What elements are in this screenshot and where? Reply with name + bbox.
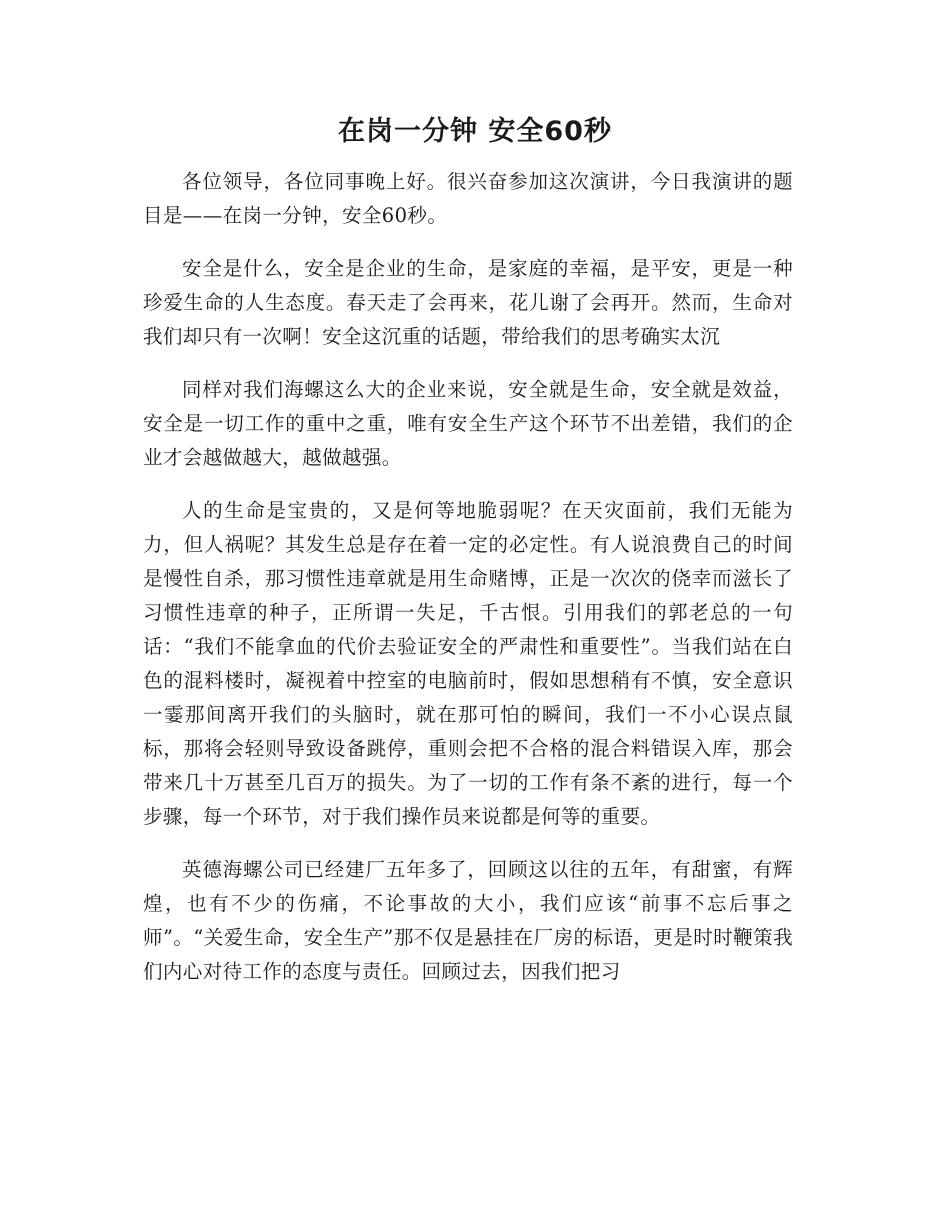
- paragraph-what-is-safety: 安全是什么，安全是企业的生命，是家庭的幸福，是平安，更是一种珍爱生命的人生态度。春天走了会再来，花儿谢了会再开。然而，生命对我们却只有一次啊！安全这沉重的话题，带给我们的思考确实太沉: [143, 257, 793, 348]
- document-body: [143, 165, 793, 1008]
- paragraph-company-history: 英德海螺公司已经建厂五年多了，回顾这以往的五年，有甜蜜，有辉煌，也有不少的伤痛，不论事故的大小，我们应该“前事不忘后事之师”。“关爱生命，安全生产”那不仅是悬挂在厂房的标语，更是时时鞭策我们内心对待工作的态度与责任。回顾过去，因我们把习: [143, 858, 793, 983]
- paragraph-life-precious: 人的生命是宝贵的，又是何等地脆弱呢？在天灾面前，我们无能为力，但人祸呢？其发生总是存在着一定的必定性。有人说浪费自己的时间是慢性自杀，那习惯性违章就是用生命赌博，正是一次次的侥幸而滋长了习惯性违章的种子，正所谓一失足，千古恨。引用我们的郭老总的一句话：“我们不能拿血的代价去验证安全的严肃性和重要性”。当我们站在白色的混料楼时，凝视着中控室的电脑前时，假如思想稍有不慎，安全意识一霎那间离开我们的头脑时，就在那可怕的瞬间，我们一不小心误点鼠标，那将会轻则导致设备跳停，重则会把不合格的混合料错误入库，那会带来几十万甚至几百万的损失。为了一切的工作有条不紊的进行，每一个步骤，每一个环节，对于我们操作员来说都是何等的重要。: [143, 499, 793, 828]
- document-title: 在岗一分钟 安全60秒: [338, 116, 612, 147]
- paragraph-enterprise-safety: 同样对我们海螺这么大的企业来说，安全就是生命，安全就是效益，安全是一切工作的重中之重，唯有安全生产这个环节不出差错，我们的企业才会越做越大，越做越强。: [143, 378, 793, 469]
- paragraph-greeting: 各位领导，各位同事晚上好。很兴奋参加这次演讲，今日我演讲的题目是——在岗一分钟，安全60秒。: [143, 170, 793, 227]
